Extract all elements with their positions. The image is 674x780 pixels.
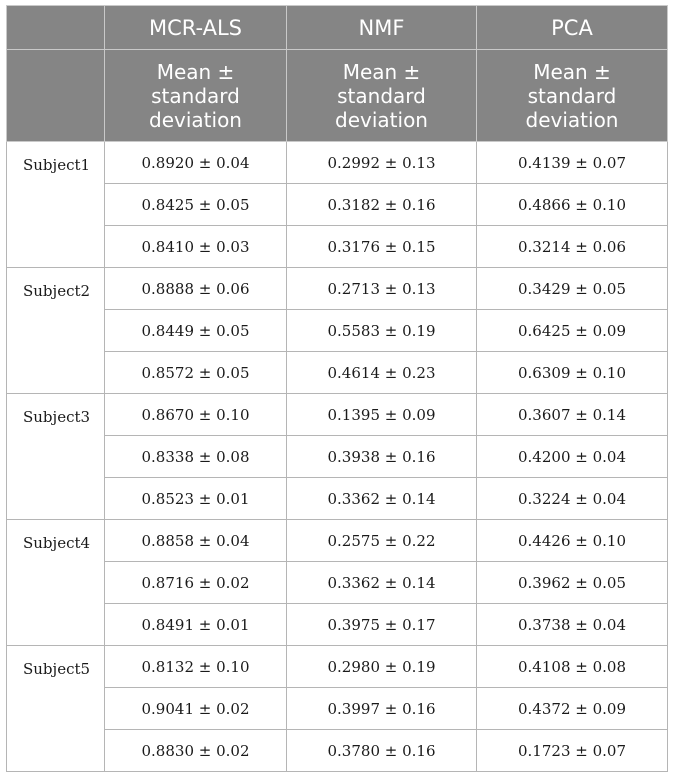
value-cell: 0.4139 ± 0.07	[477, 142, 668, 184]
header-nmf: NMF	[287, 6, 477, 50]
value-cell: 0.8670 ± 0.10	[105, 394, 287, 436]
value-cell: 0.3362 ± 0.14	[287, 478, 477, 520]
value-cell: 0.8132 ± 0.10	[105, 646, 287, 688]
value-cell: 0.8425 ± 0.05	[105, 184, 287, 226]
stat-line: standard	[337, 83, 426, 108]
subject-label: Subject1	[7, 142, 105, 268]
table-row	[7, 352, 668, 394]
value-cell: 0.8830 ± 0.02	[105, 730, 287, 772]
subject-label: Subject2	[7, 268, 105, 394]
value-cell: 0.1395 ± 0.09	[287, 394, 477, 436]
value-cell: 0.8410 ± 0.03	[105, 226, 287, 268]
value-cell: 0.3429 ± 0.05	[477, 268, 668, 310]
value-cell: 0.3780 ± 0.16	[287, 730, 477, 772]
value-cell: 0.3176 ± 0.15	[287, 226, 477, 268]
value-cell: 0.8491 ± 0.01	[105, 604, 287, 646]
value-cell: 0.8920 ± 0.04	[105, 142, 287, 184]
value-cell: 0.4614 ± 0.23	[287, 352, 477, 394]
table-row	[7, 436, 668, 478]
table-row	[7, 646, 668, 688]
value-cell: 0.3962 ± 0.05	[477, 562, 668, 604]
subject-label: Subject3	[7, 394, 105, 520]
value-cell: 0.3607 ± 0.14	[477, 394, 668, 436]
header-corner-cell	[7, 6, 105, 50]
stat-line: Mean ±	[342, 59, 421, 84]
value-cell: 0.9041 ± 0.02	[105, 688, 287, 730]
value-cell: 0.4372 ± 0.09	[477, 688, 668, 730]
subject-label: Subject4	[7, 520, 105, 646]
value-cell: 0.8572 ± 0.05	[105, 352, 287, 394]
header-pca: PCA	[477, 6, 668, 50]
value-cell: 0.2575 ± 0.22	[287, 520, 477, 562]
value-cell: 0.4200 ± 0.04	[477, 436, 668, 478]
header-mcr-als: MCR-ALS	[105, 6, 287, 50]
table-row	[7, 226, 668, 268]
table-row	[7, 520, 668, 562]
table-row	[7, 562, 668, 604]
value-cell: 0.4426 ± 0.10	[477, 520, 668, 562]
value-cell: 0.2992 ± 0.13	[287, 142, 477, 184]
header-row-stat	[7, 50, 668, 142]
value-cell: 0.4866 ± 0.10	[477, 184, 668, 226]
value-cell: 0.3224 ± 0.04	[477, 478, 668, 520]
header-stat-label	[105, 50, 287, 142]
value-cell: 0.3362 ± 0.14	[287, 562, 477, 604]
results-table	[6, 5, 668, 772]
value-cell: 0.6425 ± 0.09	[477, 310, 668, 352]
stat-line: Mean ±	[533, 59, 611, 84]
value-cell: 0.8523 ± 0.01	[105, 478, 287, 520]
value-cell: 0.3938 ± 0.16	[287, 436, 477, 478]
header-stat-label	[287, 50, 477, 142]
value-cell: 0.2713 ± 0.13	[287, 268, 477, 310]
stat-line: deviation	[525, 107, 619, 132]
value-cell: 0.8716 ± 0.02	[105, 562, 287, 604]
table-row	[7, 394, 668, 436]
stat-line: deviation	[335, 107, 428, 132]
value-cell: 0.5583 ± 0.19	[287, 310, 477, 352]
value-cell: 0.4108 ± 0.08	[477, 646, 668, 688]
table-header	[7, 6, 668, 142]
value-cell: 0.8449 ± 0.05	[105, 310, 287, 352]
table-row	[7, 310, 668, 352]
value-cell: 0.8888 ± 0.06	[105, 268, 287, 310]
stat-line: standard	[527, 83, 617, 108]
value-cell: 0.3975 ± 0.17	[287, 604, 477, 646]
value-cell: 0.3182 ± 0.16	[287, 184, 477, 226]
header-stat-label	[477, 50, 668, 142]
value-cell: 0.8338 ± 0.08	[105, 436, 287, 478]
table-body	[7, 142, 668, 772]
value-cell: 0.8858 ± 0.04	[105, 520, 287, 562]
value-cell: 0.1723 ± 0.07	[477, 730, 668, 772]
value-cell: 0.3997 ± 0.16	[287, 688, 477, 730]
table-row	[7, 184, 668, 226]
table-row	[7, 142, 668, 184]
stat-line: deviation	[149, 107, 242, 132]
table-row	[7, 688, 668, 730]
table-row	[7, 604, 668, 646]
subject-label: Subject5	[7, 646, 105, 772]
table-row	[7, 268, 668, 310]
header-row-methods	[7, 6, 668, 50]
stat-line: Mean ±	[156, 59, 235, 84]
header-corner-cell	[7, 50, 105, 142]
value-cell: 0.2980 ± 0.19	[287, 646, 477, 688]
stat-line: standard	[151, 83, 240, 108]
table-row	[7, 730, 668, 772]
value-cell: 0.6309 ± 0.10	[477, 352, 668, 394]
table-row	[7, 478, 668, 520]
value-cell: 0.3738 ± 0.04	[477, 604, 668, 646]
value-cell: 0.3214 ± 0.06	[477, 226, 668, 268]
